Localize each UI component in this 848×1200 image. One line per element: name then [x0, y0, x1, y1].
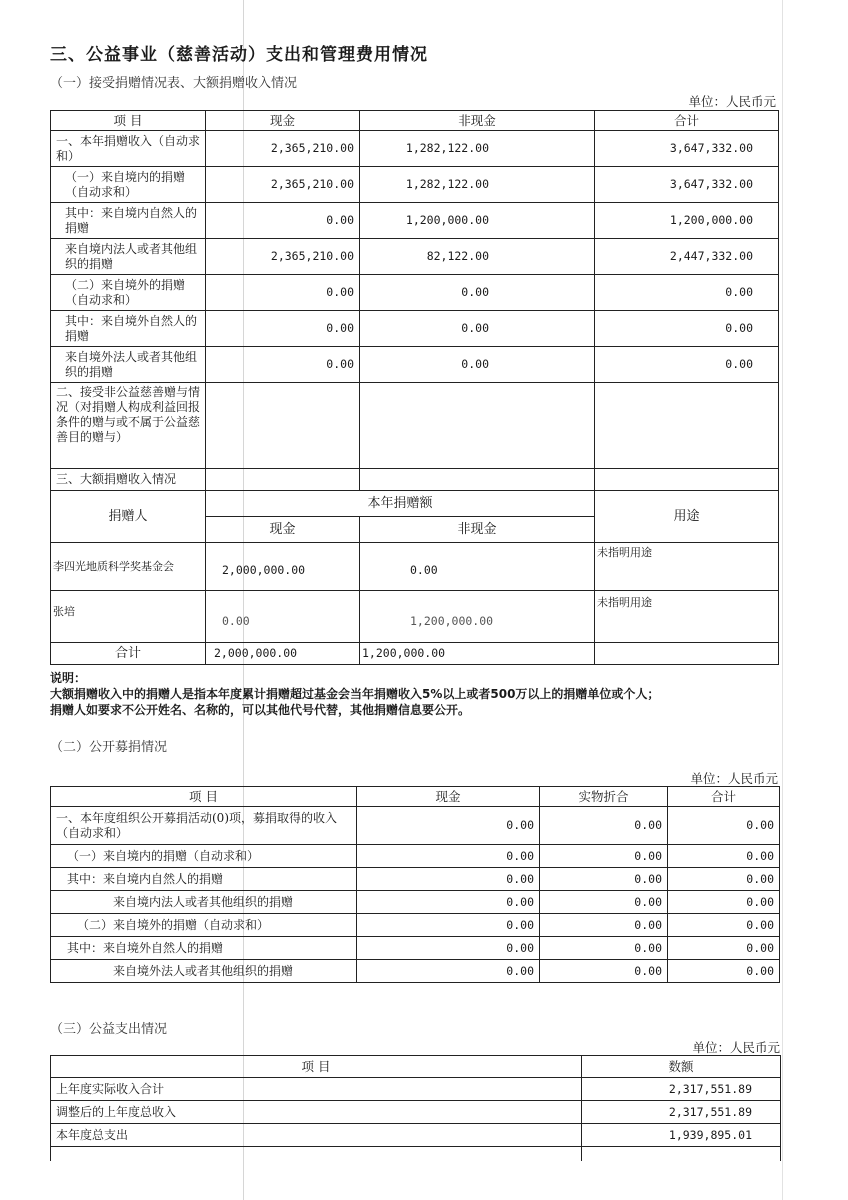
note-line-1: 大额捐赠收入中的捐赠人是指本年度累计捐赠超过基金会当年捐赠收入5%以上或者500万以上的捐赠单位或个人；: [50, 687, 660, 701]
row-noncash: 0.00: [360, 347, 595, 383]
table-row: [51, 383, 779, 469]
row-cash: 0.00: [357, 891, 540, 914]
cash-header: 现金: [206, 517, 360, 543]
row-item: 来自境内法人或者其他组织的捐赠: [51, 239, 206, 275]
row-noncash: 1,282,122.00: [360, 167, 595, 203]
header-total: 合计: [595, 111, 779, 131]
row-inkind: 0.00: [540, 845, 668, 868]
row-noncash: 1,282,122.00: [360, 131, 595, 167]
row-total: 0.00: [668, 845, 780, 868]
table-row: [51, 868, 780, 891]
table-row: [51, 1078, 781, 1101]
row-amount: 2,317,551.89: [582, 1078, 781, 1101]
row-inkind: 0.00: [540, 960, 668, 983]
donor-noncash: 0.00: [360, 543, 595, 591]
row-item: 调整后的上年度总收入: [51, 1101, 582, 1124]
row-total: 0.00: [595, 275, 779, 311]
table-row: [51, 643, 779, 665]
header-item: 项 目: [51, 111, 206, 131]
amount-header: 本年捐赠额: [206, 491, 595, 517]
donor-noncash: 1,200,000.00: [360, 591, 595, 643]
section3-heading: （三）公益支出情况: [50, 1022, 168, 1037]
table-row: [51, 845, 780, 868]
donor-purpose: 未指明用途: [595, 591, 779, 643]
row-item: 来自境外法人或者其他组织的捐赠: [51, 347, 206, 383]
header-noncash: 非现金: [360, 111, 595, 131]
row-cash: 0.00: [357, 807, 540, 845]
table-row: [51, 275, 779, 311]
row-item: 上年度实际收入合计: [51, 1078, 582, 1101]
row-total: 0.00: [668, 868, 780, 891]
row-amount: 1,939,895.01: [582, 1124, 781, 1147]
row-cash: 0.00: [206, 275, 360, 311]
row-total: 0.00: [668, 960, 780, 983]
row-total: 1,200,000.00: [595, 203, 779, 239]
row-noncash: [360, 383, 595, 469]
row-cash: [206, 383, 360, 469]
row-total: 0.00: [668, 914, 780, 937]
row-amount: 2,317,551.89: [582, 1101, 781, 1124]
donor-header: 捐赠人: [51, 491, 206, 543]
table-row: [51, 591, 779, 643]
row-item: 本年度总支出: [51, 1124, 582, 1147]
row-total: 3,647,332.00: [595, 167, 779, 203]
row-item: 其中：来自境外自然人的捐赠: [51, 311, 206, 347]
total-label: 合计: [51, 643, 206, 665]
row-total: 0.00: [668, 937, 780, 960]
row-cash: 0.00: [357, 914, 540, 937]
row-inkind: 0.00: [540, 914, 668, 937]
row-noncash: 1,200,000.00: [360, 203, 595, 239]
row-item: 来自境内法人或者其他组织的捐赠: [51, 891, 357, 914]
row-item: 一、本年度组织公开募捐活动(0)项，募捐取得的收入（自动求和）: [51, 807, 357, 845]
row-item: 其中：来自境外自然人的捐赠: [51, 937, 357, 960]
row-inkind: 0.00: [540, 807, 668, 845]
row-cash: 2,365,210.00: [206, 239, 360, 275]
table-row: [51, 960, 780, 983]
row-item: 其中：来自境内自然人的捐赠: [51, 203, 206, 239]
section2-unit: 单位：人民币元: [690, 771, 778, 786]
total-noncash: 1,200,000.00: [360, 643, 595, 665]
large-donation-table: [50, 490, 779, 665]
note-block: [50, 670, 659, 718]
row-cash: 0.00: [206, 347, 360, 383]
row-cash: 0.00: [357, 845, 540, 868]
section2-heading: （二）公开募捐情况: [50, 740, 168, 755]
row-item: 二、接受非公益慈善赠与情况（对捐赠人构成利益回报条件的赠与或不属于公益慈善目的赠与）: [51, 383, 206, 469]
scan-line: [782, 0, 783, 1200]
table-row: [51, 937, 780, 960]
page-title: 三、公益事业（慈善活动）支出和管理费用情况: [50, 45, 428, 65]
row-total: 2,447,332.00: [595, 239, 779, 275]
row-item: （一）来自境内的捐赠（自动求和）: [51, 167, 206, 203]
donor-name: 李四光地质科学奖基金会: [51, 543, 206, 591]
table-row: [51, 807, 780, 845]
table-row: [51, 203, 779, 239]
row-item: （一）来自境内的捐赠（自动求和）: [51, 845, 357, 868]
note-line-2: 捐赠人如要求不公开姓名、名称的，可以其他代号代替，其他捐赠信息要公开。: [50, 703, 471, 717]
section3-unit: 单位：人民币元: [692, 1040, 780, 1055]
donation-table: [50, 110, 779, 491]
header-item: 项 目: [51, 787, 357, 807]
header-item: 项 目: [51, 1056, 582, 1078]
row-item: 其中：来自境内自然人的捐赠: [51, 868, 357, 891]
purpose-header: 用途: [595, 491, 779, 543]
row-total: 3,647,332.00: [595, 131, 779, 167]
row-inkind: 0.00: [540, 868, 668, 891]
donor-cash: 0.00: [206, 591, 360, 643]
row-cash: 2,365,210.00: [206, 167, 360, 203]
table-row: [51, 1147, 781, 1161]
row-item: 来自境外法人或者其他组织的捐赠: [51, 960, 357, 983]
row-cash: 2,365,210.00: [206, 131, 360, 167]
row-total: 0.00: [668, 807, 780, 845]
table-row: [51, 347, 779, 383]
row-cash: 0.00: [357, 868, 540, 891]
table-row: [51, 167, 779, 203]
row-noncash: 82,122.00: [360, 239, 595, 275]
row-item: （二）来自境外的捐赠（自动求和）: [51, 275, 206, 311]
row-cash: [206, 469, 360, 491]
row-cash: 0.00: [206, 203, 360, 239]
header-cash: 现金: [206, 111, 360, 131]
total-purpose: [595, 643, 779, 665]
row-item: 一、本年捐赠收入（自动求和）: [51, 131, 206, 167]
section1-heading: （一）接受捐赠情况表、大额捐赠收入情况: [50, 76, 298, 91]
row-noncash: 0.00: [360, 275, 595, 311]
row-total: 0.00: [595, 311, 779, 347]
note-label: 说明：: [50, 671, 87, 685]
row-total: [595, 469, 779, 491]
row-cash: 0.00: [357, 937, 540, 960]
row-cash: 0.00: [357, 960, 540, 983]
row-item: [51, 1147, 582, 1161]
header-amount: 数额: [582, 1056, 781, 1078]
row-cash: 0.00: [206, 311, 360, 347]
noncash-header: 非现金: [360, 517, 595, 543]
table-row: [51, 914, 780, 937]
table-row: [51, 469, 779, 491]
table-row: [51, 239, 779, 275]
row-total: 0.00: [668, 891, 780, 914]
section1-unit: 单位：人民币元: [688, 94, 776, 109]
donor-cash: 2,000,000.00: [206, 543, 360, 591]
table-row: [51, 1124, 781, 1147]
header-inkind: 实物折合: [540, 787, 668, 807]
table-row: [51, 311, 779, 347]
header-total: 合计: [668, 787, 780, 807]
row-item: （二）来自境外的捐赠（自动求和）: [51, 914, 357, 937]
table-row: [51, 1101, 781, 1124]
row-total: 0.00: [595, 347, 779, 383]
donor-name: 张培: [51, 591, 206, 643]
donor-purpose: 未指明用途: [595, 543, 779, 591]
table-row: [51, 543, 779, 591]
row-inkind: 0.00: [540, 891, 668, 914]
row-inkind: 0.00: [540, 937, 668, 960]
row-item: 三、大额捐赠收入情况: [51, 469, 206, 491]
row-noncash: [360, 469, 595, 491]
row-noncash: 0.00: [360, 311, 595, 347]
table-row: [51, 131, 779, 167]
table-row: [51, 891, 780, 914]
header-cash: 现金: [357, 787, 540, 807]
public-fundraising-table: [50, 786, 780, 983]
total-cash: 2,000,000.00: [206, 643, 360, 665]
public-welfare-expense-table: [50, 1055, 781, 1161]
row-total: [595, 383, 779, 469]
row-amount: [582, 1147, 781, 1161]
